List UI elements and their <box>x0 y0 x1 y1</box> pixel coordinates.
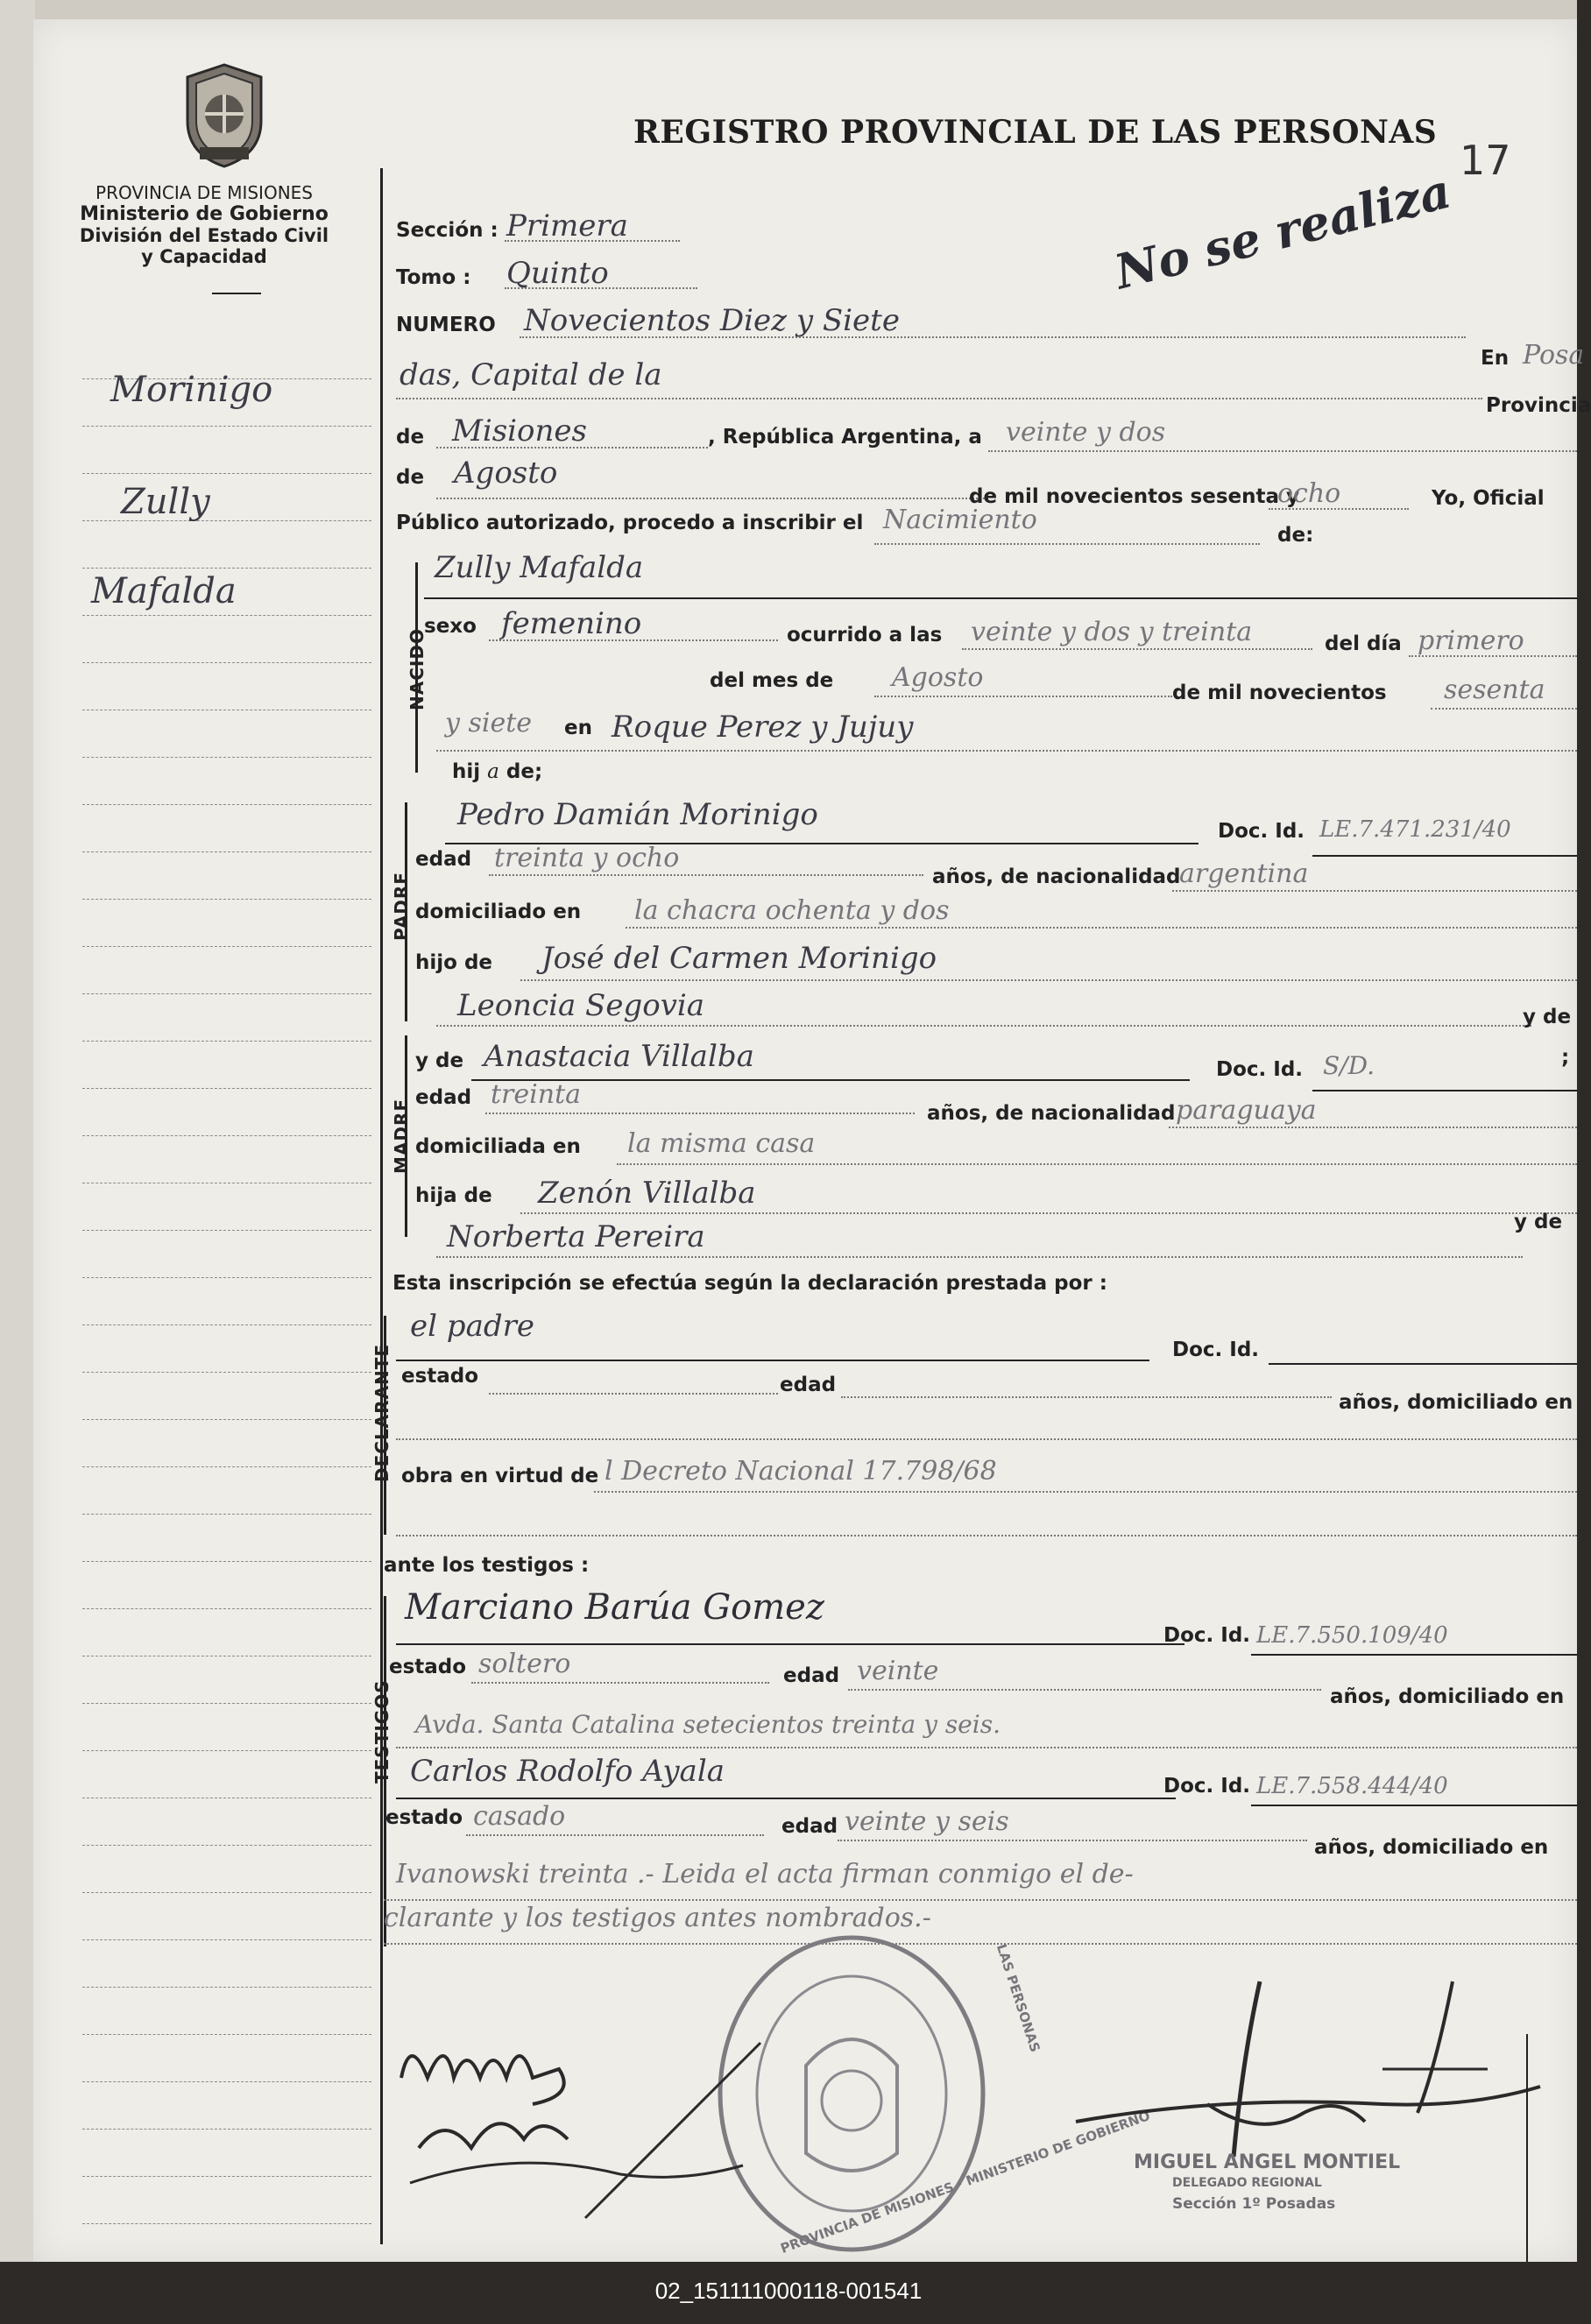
testigo1-dom-value: Avda. Santa Catalina setecientos treinta y seis. <box>415 1710 1001 1739</box>
testigo2-edad-value: veinte y seis <box>845 1806 1009 1837</box>
padre-nac-label: años, de nacionalidad <box>932 865 1181 888</box>
margin-ruled-line <box>82 1892 371 1893</box>
margin-ruled-line <box>82 899 371 900</box>
seccion-value: Primera <box>506 208 628 244</box>
madre-edad-value: treinta <box>491 1079 582 1110</box>
margin-ruled-line <box>82 946 371 947</box>
padre-dom-label: domiciliado en <box>415 901 582 923</box>
mes-value: Agosto <box>454 456 558 491</box>
tomo-value: Quinto <box>506 256 609 291</box>
declarante-intro: Esta inscripción se efectúa según la declaración prestada por : <box>392 1272 1107 1295</box>
semicolon-mark: ; <box>1561 1046 1570 1069</box>
madre-nac-value: paraguaya <box>1176 1095 1317 1126</box>
yo-label: Yo, Oficial <box>1432 487 1545 510</box>
margin-ruled-line <box>82 804 371 805</box>
margin-ruled-line <box>82 1939 371 1940</box>
margin-ruled-line <box>82 1419 371 1420</box>
margin-ruled-line <box>82 2176 371 2177</box>
padre-hijo-label: hijo de <box>415 951 493 974</box>
handwritten-note: No se realiza <box>1109 162 1457 300</box>
hijo-label: hij a de; <box>452 760 543 783</box>
declarante-estado-label: estado <box>401 1365 479 1388</box>
madre-madre-de: Norberta Pereira <box>447 1219 705 1254</box>
padre-yde-label: y de <box>1523 1006 1572 1028</box>
testigo1-estado-value: soltero <box>478 1649 571 1679</box>
testigo2-dom-label: años, domiciliado en <box>1314 1836 1549 1859</box>
tomo-label: Tomo : <box>396 266 471 289</box>
madre-dom-label: domiciliada en <box>415 1135 581 1158</box>
acto-value: Nacimiento <box>883 505 1037 535</box>
madre-yde2-label: y de <box>1514 1211 1563 1233</box>
testigo1-doc-label: Doc. Id. <box>1163 1624 1251 1647</box>
official-title: DELEGADO REGIONAL <box>1172 2176 1322 2190</box>
official-name: MIGUEL ANGEL MONTIEL <box>1134 2151 1401 2173</box>
margin-ruled-line <box>82 2129 371 2130</box>
margin-ruled-line <box>82 2081 371 2082</box>
en-label: En <box>1481 347 1510 370</box>
padre-edad-label: edad <box>415 848 472 871</box>
mes-label: del mes de <box>710 669 834 692</box>
testigo2-dom-value: Ivanowski treinta .- Leida el acta firman conmigo el de- <box>396 1859 1134 1890</box>
padre-nac-value: argentina <box>1179 858 1309 889</box>
madre-doc-label: Doc. Id. <box>1216 1058 1304 1081</box>
padre-nombre: Pedro Damián Morinigo <box>457 797 818 832</box>
margin-ruled-line <box>82 1041 371 1042</box>
provincia-label: Provincia <box>1486 394 1591 417</box>
margin-ruled-line <box>82 615 371 616</box>
testigo1-doc-value: LE.7.550.109/40 <box>1256 1622 1448 1649</box>
margin-ruled-line <box>82 1324 371 1325</box>
sexo-value: femenino <box>501 606 642 641</box>
crest-icon <box>173 60 275 172</box>
margin-ruled-line <box>82 1703 371 1704</box>
sexo-label: sexo <box>424 615 477 638</box>
testigos-intro: ante los testigos : <box>384 1554 590 1577</box>
padre-doc-label: Doc. Id. <box>1218 820 1305 843</box>
madre-nac-label: años, de nacionalidad <box>927 1102 1176 1125</box>
org-underline <box>212 293 261 294</box>
dia-value: veinte y dos <box>1006 417 1166 448</box>
margin-ruled-line <box>82 2034 371 2035</box>
hora-value: veinte y dos y treinta <box>971 617 1253 647</box>
margin-ruled-line <box>82 1466 371 1467</box>
margin-ruled-line <box>82 662 371 663</box>
testigo2-nombre: Carlos Rodolfo Ayala <box>410 1754 725 1789</box>
margin-ruled-line <box>82 1372 371 1373</box>
margin-ruled-line <box>82 473 371 474</box>
margin-ruled-line <box>82 851 371 852</box>
republica-label: , República Argentina, a <box>708 426 982 449</box>
madre-nombre: Anastacia Villalba <box>484 1039 754 1074</box>
testigo2-doc-value: LE.7.558.444/40 <box>1256 1773 1448 1799</box>
city-continuation: das, Capital de la <box>400 357 662 392</box>
margin-ruled-line <box>82 1845 371 1846</box>
record-number: 17 <box>1460 137 1511 184</box>
org-line-3: División del Estado Civil <box>79 225 329 246</box>
mes-nac-value: Agosto <box>892 662 984 693</box>
org-line-2: Ministerio de Gobierno <box>80 203 329 225</box>
margin-ruled-line <box>82 1277 371 1278</box>
declarante-section-label: DECLARANTE <box>371 1343 392 1482</box>
margin-surname: Morinigo <box>110 370 273 410</box>
seccion-label: Sección : <box>396 219 499 242</box>
anio-nac-a: sesenta <box>1444 675 1545 705</box>
mil-nac-label: de mil novecientos <box>1172 682 1387 704</box>
org-line-1: PROVINCIA DE MISIONES <box>95 182 313 203</box>
madre-section-label: MADRE <box>391 1098 412 1174</box>
binding-edge <box>0 0 35 2278</box>
padre-madre-de: Leoncia Segovia <box>457 988 705 1023</box>
publico-label: Público autorizado, procedo a inscribir el <box>396 512 864 534</box>
stamp-top-text: LAS PERSONAS <box>993 1942 1043 2054</box>
nacido-nombre: Zully Mafalda <box>435 550 644 585</box>
page-top-edge <box>0 0 1577 19</box>
declarante-obra-value: l Decreto Nacional 17.798/68 <box>605 1456 997 1487</box>
margin-ruled-line <box>82 1514 371 1515</box>
padre-edad-value: treinta y ocho <box>494 843 680 873</box>
stamp-ring-text: PROVINCIA DE MISIONES · MINISTERIO DE GOBIERNO <box>778 2108 1153 2257</box>
birth-certificate-sheet <box>33 19 1591 2262</box>
madre-edad-label: edad <box>415 1086 472 1109</box>
testigos-section-label: TESTIGOS <box>371 1679 392 1784</box>
lugar-value: Roque Perez y Jujuy <box>612 710 914 745</box>
testigo1-estado-label: estado <box>389 1656 467 1678</box>
padre-doc-value: LE.7.471.231/40 <box>1319 816 1511 843</box>
anio-value: ocho <box>1277 478 1341 509</box>
testigo2-doc-label: Doc. Id. <box>1163 1775 1251 1798</box>
margin-ruled-line <box>82 1987 371 1988</box>
org-line-4: y Capacidad <box>141 246 267 267</box>
margin-ruled-line <box>82 2223 371 2224</box>
dia-nac-value: primero <box>1418 625 1524 656</box>
madre-yde-label: y de <box>415 1049 464 1072</box>
anio-nac-b: y siete <box>445 708 533 738</box>
de2-label: de <box>396 466 425 489</box>
testigo1-nombre: Marciano Barúa Gomez <box>405 1587 824 1628</box>
declarante-dom-label: años, domiciliado en <box>1339 1391 1573 1414</box>
margin-ruled-line <box>82 1750 371 1751</box>
provincia-value: Misiones <box>452 413 587 449</box>
margin-ruled-line <box>82 1135 371 1136</box>
official-signature <box>1050 1964 1558 2174</box>
declarante-doc-label: Doc. Id. <box>1172 1339 1260 1361</box>
margin-ruled-line <box>82 1561 371 1562</box>
nacido-section-label: NACIDO <box>407 628 428 710</box>
ocurrido-label: ocurrido a las <box>787 624 943 646</box>
margin-ruled-line <box>82 568 371 569</box>
testigo2-edad-label: edad <box>781 1815 838 1838</box>
declarante-obra-label: obra en virtud de <box>401 1465 599 1487</box>
margin-ruled-line <box>82 993 371 994</box>
left-signature <box>392 2017 813 2244</box>
de3-label: de: <box>1277 524 1314 547</box>
en-value: Posa <box>1523 340 1585 371</box>
margin-ruled-line <box>82 1230 371 1231</box>
madre-dom-value: la misma casa <box>627 1128 816 1159</box>
closing-text: clarante y los testigos antes nombrados.- <box>384 1903 931 1933</box>
de-label: de <box>396 426 425 449</box>
margin-ruled-line <box>82 1088 371 1089</box>
numero-value: Novecientos Diez y Siete <box>524 303 900 338</box>
testigo1-dom-label: años, domiciliado en <box>1330 1685 1565 1708</box>
margin-given-2: Mafalda <box>91 571 237 611</box>
margin-given-1: Zully <box>121 482 210 522</box>
right-edge-line <box>1526 2034 1528 2262</box>
padre-section-label: PADRE <box>391 872 412 941</box>
mil-label: de mil novecientos sesenta y <box>969 485 1300 508</box>
margin-ruled-line <box>82 426 371 427</box>
testigo2-estado-label: estado <box>385 1806 463 1829</box>
testigo2-estado-value: casado <box>473 1801 566 1832</box>
margin-ruled-line <box>82 1608 371 1609</box>
madre-doc-value: S/D. <box>1323 1051 1375 1080</box>
image-caption: 02_151111000118-001541 <box>654 2278 923 2304</box>
declarante-edad-label: edad <box>780 1374 837 1396</box>
madre-padre-de: Zenón Villalba <box>538 1176 756 1211</box>
margin-ruled-line <box>82 757 371 758</box>
lugar-en-label: en <box>564 717 592 739</box>
testigo1-edad-value: veinte <box>857 1656 939 1686</box>
padre-padre-de: José del Carmen Morinigo <box>541 941 937 976</box>
del-dia-label: del día <box>1325 632 1402 655</box>
padre-dom-value: la chacra ochenta y dos <box>634 895 950 926</box>
testigo1-edad-label: edad <box>783 1664 840 1687</box>
declarante-nombre: el padre <box>410 1309 534 1344</box>
document-title: REGISTRO PROVINCIAL DE LAS PERSONAS <box>633 114 1438 151</box>
margin-divider <box>380 168 383 2244</box>
madre-hija-label: hija de <box>415 1184 492 1207</box>
official-section: Sección 1º Posadas <box>1172 2195 1336 2213</box>
numero-label: NUMERO <box>396 314 496 336</box>
